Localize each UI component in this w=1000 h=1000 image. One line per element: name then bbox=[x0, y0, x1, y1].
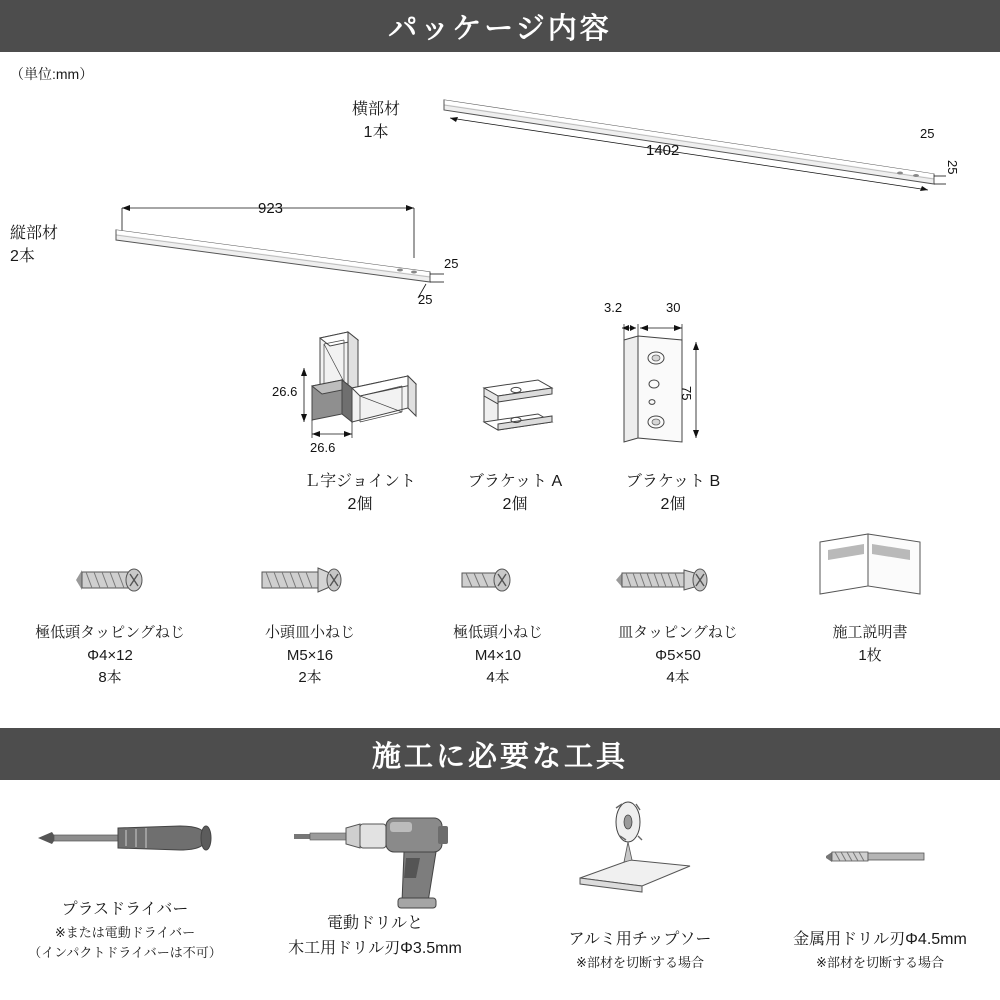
tool-name-drill: 電動ドリルと bbox=[326, 915, 423, 932]
dim-yoko-height: 25 bbox=[945, 160, 960, 175]
hardware-caption-flat-tapping bbox=[578, 622, 778, 690]
part-graphic-bracket-b bbox=[596, 310, 726, 460]
dim-bracketb-width: 30 bbox=[666, 300, 681, 315]
hardware-graphic-small-head-flat bbox=[252, 560, 362, 600]
part-graphic-l-joint bbox=[290, 330, 430, 455]
hardware-name-small-head-flat: 小頭皿小ねじ bbox=[264, 624, 355, 641]
hardware-name-manual: 施工説明書 bbox=[832, 624, 908, 641]
section-title-tools: 施工に必要な工具 bbox=[371, 740, 628, 773]
part-graphic-bracket-a bbox=[466, 370, 566, 460]
dim-yoko-width: 25 bbox=[920, 126, 935, 141]
part-name-tate: 縦部材 bbox=[10, 225, 59, 242]
part-caption-bracket-a bbox=[440, 470, 590, 516]
hardware-spec-small-head-flat: M5×16 bbox=[286, 646, 334, 664]
part-qty-bracket-b: 2個 bbox=[660, 496, 686, 514]
tool-graphic-metal-bit bbox=[806, 838, 956, 878]
tool-caption-screwdriver bbox=[0, 898, 250, 963]
hardware-qty-small-head-flat: 2本 bbox=[298, 669, 322, 686]
part-caption-yoko bbox=[352, 98, 400, 144]
part-name-bracket-b: ブラケット B bbox=[625, 473, 721, 490]
section-title-package: パッケージ内容 bbox=[388, 12, 612, 45]
hardware-spec-flat-tapping: Φ5×50 bbox=[655, 646, 701, 664]
part-graphic-yoko bbox=[430, 88, 950, 198]
hardware-name-low-head-screw: 極低頭小ねじ bbox=[452, 624, 543, 641]
tool-name-metal-bit: 金属用ドリル刃Φ4.5mm bbox=[793, 931, 967, 948]
hardware-qty-tapping-low-head: 8本 bbox=[98, 669, 122, 686]
unit-note: （単位:mm） bbox=[10, 66, 94, 82]
tool-note-metal-bit-1: ※部材を切断する場合 bbox=[816, 954, 944, 970]
tool-graphic-screwdriver bbox=[30, 812, 220, 882]
tool-note-screwdriver-1: ※または電動ドライバー bbox=[54, 924, 196, 940]
tool-graphic-chip-saw bbox=[560, 800, 720, 900]
part-qty-yoko: 1本 bbox=[363, 124, 389, 142]
part-name-yoko: 横部材 bbox=[352, 101, 401, 118]
tool-note-chip-saw-1: ※部材を切断する場合 bbox=[576, 954, 704, 970]
tool-name-chip-saw: アルミ用チップソー bbox=[568, 931, 712, 948]
hardware-spec-low-head-screw: M4×10 bbox=[474, 646, 522, 664]
dim-yoko-length: 1402 bbox=[646, 142, 680, 159]
hardware-spec-tapping-low-head: Φ4×12 bbox=[87, 646, 133, 664]
dim-bracketb-thickness: 3.2 bbox=[604, 300, 623, 315]
hardware-qty-manual: 1枚 bbox=[858, 646, 882, 664]
dim-tate-height: 25 bbox=[418, 292, 433, 307]
dim-tate-width: 25 bbox=[444, 256, 459, 271]
hardware-graphic-manual bbox=[806, 524, 936, 604]
hardware-name-tapping-low-head: 極低頭タッピングねじ bbox=[35, 624, 185, 641]
part-qty-l-joint: 2個 bbox=[347, 496, 373, 514]
hardware-caption-manual bbox=[760, 622, 980, 667]
section-header-tools bbox=[0, 728, 1000, 780]
hardware-graphic-tapping-low-head bbox=[70, 560, 170, 600]
hardware-graphic-flat-tapping bbox=[610, 560, 730, 600]
part-name-bracket-a: ブラケット A bbox=[467, 473, 563, 490]
hardware-graphic-low-head-screw bbox=[448, 560, 538, 600]
hardware-caption-low-head-screw bbox=[398, 622, 598, 690]
dim-ljoint-a: 26.6 bbox=[272, 384, 298, 399]
part-caption-tate bbox=[10, 222, 58, 268]
part-name-l-joint: Ｌ字ジョイント bbox=[304, 473, 416, 490]
dim-ljoint-b: 26.6 bbox=[310, 440, 336, 455]
hardware-name-flat-tapping: 皿タッピングねじ bbox=[618, 624, 738, 641]
tool-note-drill-1: 木工用ドリル刃Φ3.5mm bbox=[288, 939, 462, 957]
part-caption-l-joint bbox=[250, 470, 470, 516]
hardware-caption-tapping-low-head bbox=[0, 622, 220, 690]
section-header-package bbox=[0, 0, 1000, 52]
hardware-caption-small-head-flat bbox=[200, 622, 420, 690]
part-qty-bracket-a: 2個 bbox=[502, 496, 528, 514]
part-qty-tate: 2本 bbox=[10, 248, 35, 266]
tool-caption-chip-saw bbox=[520, 928, 760, 973]
hardware-qty-low-head-screw: 4本 bbox=[486, 669, 510, 686]
part-caption-bracket-b bbox=[598, 470, 748, 516]
tool-graphic-drill bbox=[286, 806, 466, 916]
tool-name-screwdriver: プラスドライバー bbox=[61, 901, 189, 918]
tool-caption-metal-bit bbox=[760, 928, 1000, 973]
tool-caption-drill bbox=[250, 912, 500, 962]
hardware-qty-flat-tapping: 4本 bbox=[666, 669, 690, 686]
dim-tate-length: 923 bbox=[258, 200, 284, 217]
tool-note-screwdriver-2: （インパクトドライバーは不可） bbox=[28, 944, 222, 960]
dim-bracketb-height: 75 bbox=[679, 386, 694, 401]
